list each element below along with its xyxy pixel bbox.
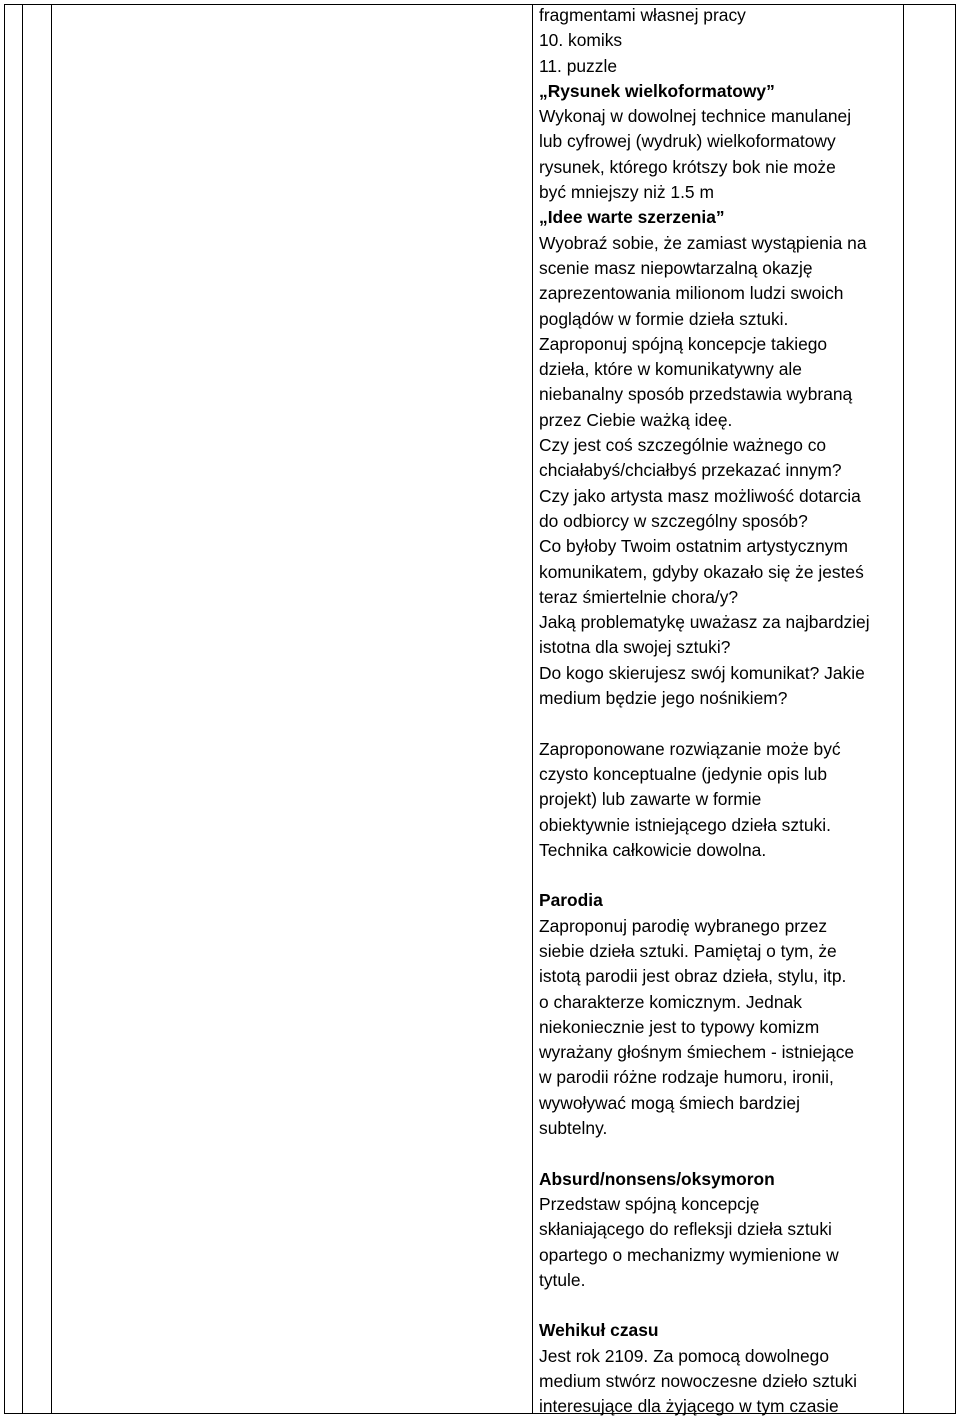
text-line: Wykonaj w dowolnej technice manulanej (539, 106, 852, 127)
section-title: „Rysunek wielkoformatowy” (539, 80, 775, 101)
text-line: Czy jest coś szczególnie ważnego co (539, 435, 827, 456)
blank-line (539, 863, 895, 888)
blank-line (539, 1293, 895, 1318)
text-line: Czy jako artysta masz możliwość dotarcia (539, 485, 861, 506)
text-line: zaprezentowania milionom ludzi swoich (539, 283, 844, 304)
text-line: skłaniającego do refleksji dzieła sztuki (539, 1219, 832, 1240)
text-line: lub cyfrowej (wydruk) wielkoformatowy (539, 131, 836, 152)
top-list (539, 3, 895, 79)
text-line: teraz śmiertelnie chora/y? (539, 586, 739, 607)
text-line: siebie dzieła sztuki. Pamiętaj o tym, że (539, 940, 837, 961)
text-line: poglądów w formie dzieła sztuki. (539, 308, 789, 329)
text-line: Zaproponowane rozwiązanie może być (539, 738, 841, 759)
column-divider-2 (51, 5, 52, 1413)
text-line: komunikatem, gdyby okazało się że jesteś (539, 561, 864, 582)
blank-line (539, 1141, 895, 1166)
text-line: wyrażany głośnym śmiechem - istniejące (539, 1042, 855, 1063)
section-title: Parodia (539, 890, 603, 911)
text-line: istotą parodii jest obraz dzieła, stylu, itp. (539, 966, 847, 987)
text-line: obiektywnie istniejącego dzieła sztuki. (539, 814, 831, 835)
text-line: interesujące dla żyjącego w tym czasie (539, 1396, 839, 1417)
column-divider-1 (22, 5, 23, 1413)
text-line: Zaproponuj spójną koncepcje takiego (539, 333, 828, 354)
text-line: Jaką problematykę uważasz za najbardziej (539, 612, 870, 633)
task-description-cell (539, 3, 895, 1420)
text-line: 11. puzzle (539, 55, 617, 76)
text-line: fragmentami własnej pracy (539, 5, 746, 25)
text-line: rysunek, którego krótszy bok nie może (539, 156, 836, 177)
text-line: Przedstaw spójną koncepcję (539, 1193, 760, 1214)
text-line: istotna dla swojej sztuki? (539, 637, 731, 658)
text-line: Zaproponuj parodię wybranego przez (539, 915, 828, 936)
text-line: scenie masz niepowtarzalną okazję (539, 257, 813, 278)
text-line: wywoływać mogą śmiech bardziej (539, 1092, 800, 1113)
text-line: być mniejszy niż 1.5 m (539, 182, 714, 203)
text-line: medium będzie jego nośnikiem? (539, 688, 788, 709)
text-line: Co byłoby Twoim ostatnim artystycznym (539, 536, 848, 557)
text-line: opartego o mechanizmy wymienione w (539, 1244, 839, 1265)
blank-line (539, 711, 895, 736)
text-line: w parodii różne rodzaje humoru, ironii, (539, 1067, 834, 1088)
text-line: subtelny. (539, 1118, 608, 1139)
text-line: chciałabyś/chciałbyś przekazać innym? (539, 460, 842, 481)
text-line: 10. komiks (539, 30, 623, 51)
text-line: Do kogo skierujesz swój komunikat? Jakie (539, 662, 865, 683)
section-title: Wehikuł czasu (539, 1320, 659, 1341)
section-idee (539, 205, 895, 863)
section-parodia (539, 888, 895, 1141)
text-line: projekt) lub zawarte w formie (539, 789, 762, 810)
text-line: Wyobraź sobie, że zamiast wystąpienia na (539, 232, 867, 253)
section-title: „Idee warte szerzenia” (539, 207, 725, 228)
text-line: Jest rok 2109. Za pomocą dowolnego (539, 1345, 830, 1366)
column-divider-4 (903, 5, 904, 1413)
section-rysunek (539, 79, 895, 205)
section-wehikul (539, 1318, 895, 1419)
section-absurd (539, 1167, 895, 1293)
text-line: o charakterze komicznym. Jednak (539, 991, 802, 1012)
text-line: niebanalny sposób przedstawia wybraną (539, 384, 853, 405)
text-line: medium stwórz nowoczesne dzieło sztuki (539, 1371, 857, 1392)
text-line: czysto konceptualne (jedynie opis lub (539, 763, 828, 784)
text-line: Technika całkowicie dowolna. (539, 839, 767, 860)
text-line: tytule. (539, 1269, 586, 1290)
text-line: dzieła, które w komunikatywny ale (539, 359, 802, 380)
section-title: Absurd/nonsens/oksymoron (539, 1168, 775, 1189)
column-divider-3 (532, 5, 533, 1413)
text-line: przez Ciebie ważką ideę. (539, 409, 733, 430)
text-line: niekoniecznie jest to typowy komizm (539, 1016, 820, 1037)
text-line: do odbiorcy w szczególny sposób? (539, 510, 808, 531)
